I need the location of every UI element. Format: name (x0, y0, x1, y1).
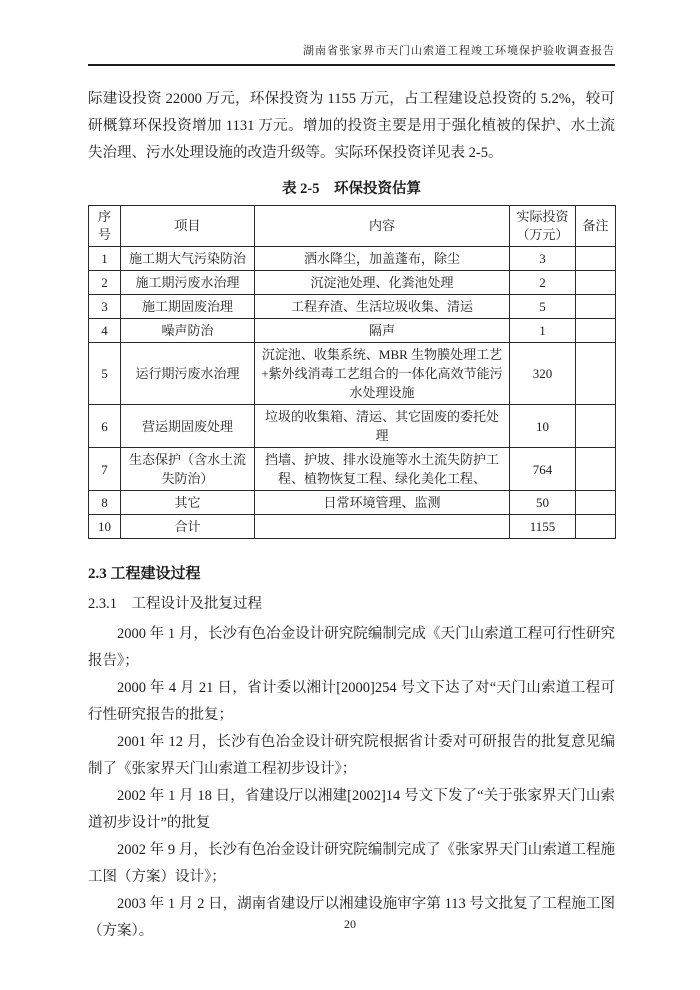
cell-investment: 5 (510, 295, 576, 319)
investment-table (88, 205, 616, 539)
cell-no: 1 (89, 247, 121, 271)
cell-no: 5 (89, 343, 121, 405)
col-header-content: 内容 (255, 206, 510, 247)
table-row (89, 271, 616, 295)
cell-no: 7 (89, 448, 121, 491)
cell-investment: 764 (510, 448, 576, 491)
header-title: 湖南省张家界市天门山索道工程竣工环境保护验收调查报告 (303, 45, 615, 57)
cell-investment: 10 (510, 405, 576, 448)
cell-no: 8 (89, 491, 121, 515)
cell-note (576, 405, 616, 448)
cell-note (576, 319, 616, 343)
cell-note (576, 448, 616, 491)
cell-item: 营运期固废处理 (121, 405, 255, 448)
paragraph-2002-09: 2002 年 9 月，长沙有色冶金设计研究院编制完成了《张家界天门山索道工程施工图（方案）设计》； (88, 842, 615, 885)
cell-no: 6 (89, 405, 121, 448)
cell-content: 日常环境管理、监测 (255, 491, 510, 515)
cell-content: 挡墙、护坡、排水设施等水土流失防护工程、植物恢复工程、绿化美化工程、 (255, 448, 510, 491)
intro-paragraph: 际建设投资 22000 万元，环保投资为 1155 万元，占工程建设总投资的 5.2%，较可研概算环保投资增加 1131 万元。增加的投资主要是用于强化植被的保护、水土流失治理、污水处理设施的改造升级等。实际环保投资详见表 2-5。 (88, 91, 615, 161)
cell-note (576, 271, 616, 295)
paragraph-2000-04: 2000 年 4 月 21 日，省计委以湘计[2000]254 号文下达了对“天门山索道工程可行性研究报告的批复； (88, 680, 615, 723)
cell-content: 沉淀池、收集系统、MBR 生物膜处理工艺+紫外线消毒工艺组合的一体化高效节能污水处理设施 (255, 343, 510, 405)
col-header-item: 项目 (121, 206, 255, 247)
cell-note (576, 247, 616, 271)
cell-no: 4 (89, 319, 121, 343)
section-heading-2-3: 2.3 工程建设过程 (88, 566, 201, 582)
cell-item: 噪声防治 (121, 319, 255, 343)
table-row (89, 247, 616, 271)
page-content (88, 86, 615, 945)
cell-item: 施工期大气污染防治 (121, 247, 255, 271)
cell-content: 沉淀池处理、化粪池处理 (255, 271, 510, 295)
paragraph-2000-01: 2000 年 1 月，长沙有色冶金设计研究院编制完成《天门山索道工程可行性研究报告》； (88, 626, 615, 669)
cell-content: 洒水降尘，加盖蓬布，除尘 (255, 247, 510, 271)
col-header-note: 备注 (576, 206, 616, 247)
table-row (89, 405, 616, 448)
cell-item: 其它 (121, 491, 255, 515)
cell-investment: 1155 (510, 515, 576, 539)
page-header (88, 42, 615, 66)
cell-item: 施工期固废治理 (121, 295, 255, 319)
subsection-heading-2-3-1: 2.3.1 工程设计及批复过程 (88, 596, 262, 612)
cell-note (576, 295, 616, 319)
cell-content (255, 515, 510, 539)
table-title: 表 2-5 环保投资估算 (282, 181, 421, 197)
cell-item: 运行期污废水治理 (121, 343, 255, 405)
cell-item: 施工期污废水治理 (121, 271, 255, 295)
cell-note (576, 515, 616, 539)
table-row-total (89, 515, 616, 539)
cell-no: 10 (89, 515, 121, 539)
cell-investment: 50 (510, 491, 576, 515)
cell-note (576, 491, 616, 515)
table-header-row (89, 206, 616, 247)
cell-no: 2 (89, 271, 121, 295)
page-number: 20 (344, 917, 356, 931)
cell-note (576, 343, 616, 405)
cell-item: 生态保护（含水土流失防治） (121, 448, 255, 491)
cell-content: 隔声 (255, 319, 510, 343)
table-row (89, 295, 616, 319)
section-paragraphs (88, 621, 615, 945)
cell-investment: 320 (510, 343, 576, 405)
cell-no: 3 (89, 295, 121, 319)
col-header-no: 序号 (89, 206, 121, 247)
paragraph-2001-12: 2001 年 12 月，长沙有色冶金设计研究院根据省计委对可研报告的批复意见编制了《张家界天门山索道工程初步设计》； (88, 734, 615, 777)
cell-investment: 3 (510, 247, 576, 271)
paragraph-2002-01: 2002 年 1 月 18 日，省建设厅以湘建[2002]14 号文下发了“关于张家界天门山索道初步设计”的批复 (88, 788, 615, 831)
col-header-investment: 实际投资（万元） (510, 206, 576, 247)
cell-investment: 1 (510, 319, 576, 343)
table-row (89, 491, 616, 515)
table-row (89, 319, 616, 343)
paragraph-2003-01: 2003 年 1 月 2 日，湖南省建设厅以湘建设施审字第 113 号文批复了工程施工图（方案）。 (88, 896, 615, 939)
table-row (89, 448, 616, 491)
table-row (89, 343, 616, 405)
cell-item: 合计 (121, 515, 255, 539)
cell-content: 工程弃渣、生活垃圾收集、清运 (255, 295, 510, 319)
cell-investment: 2 (510, 271, 576, 295)
cell-content: 垃圾的收集箱、清运、其它固废的委托处理 (255, 405, 510, 448)
